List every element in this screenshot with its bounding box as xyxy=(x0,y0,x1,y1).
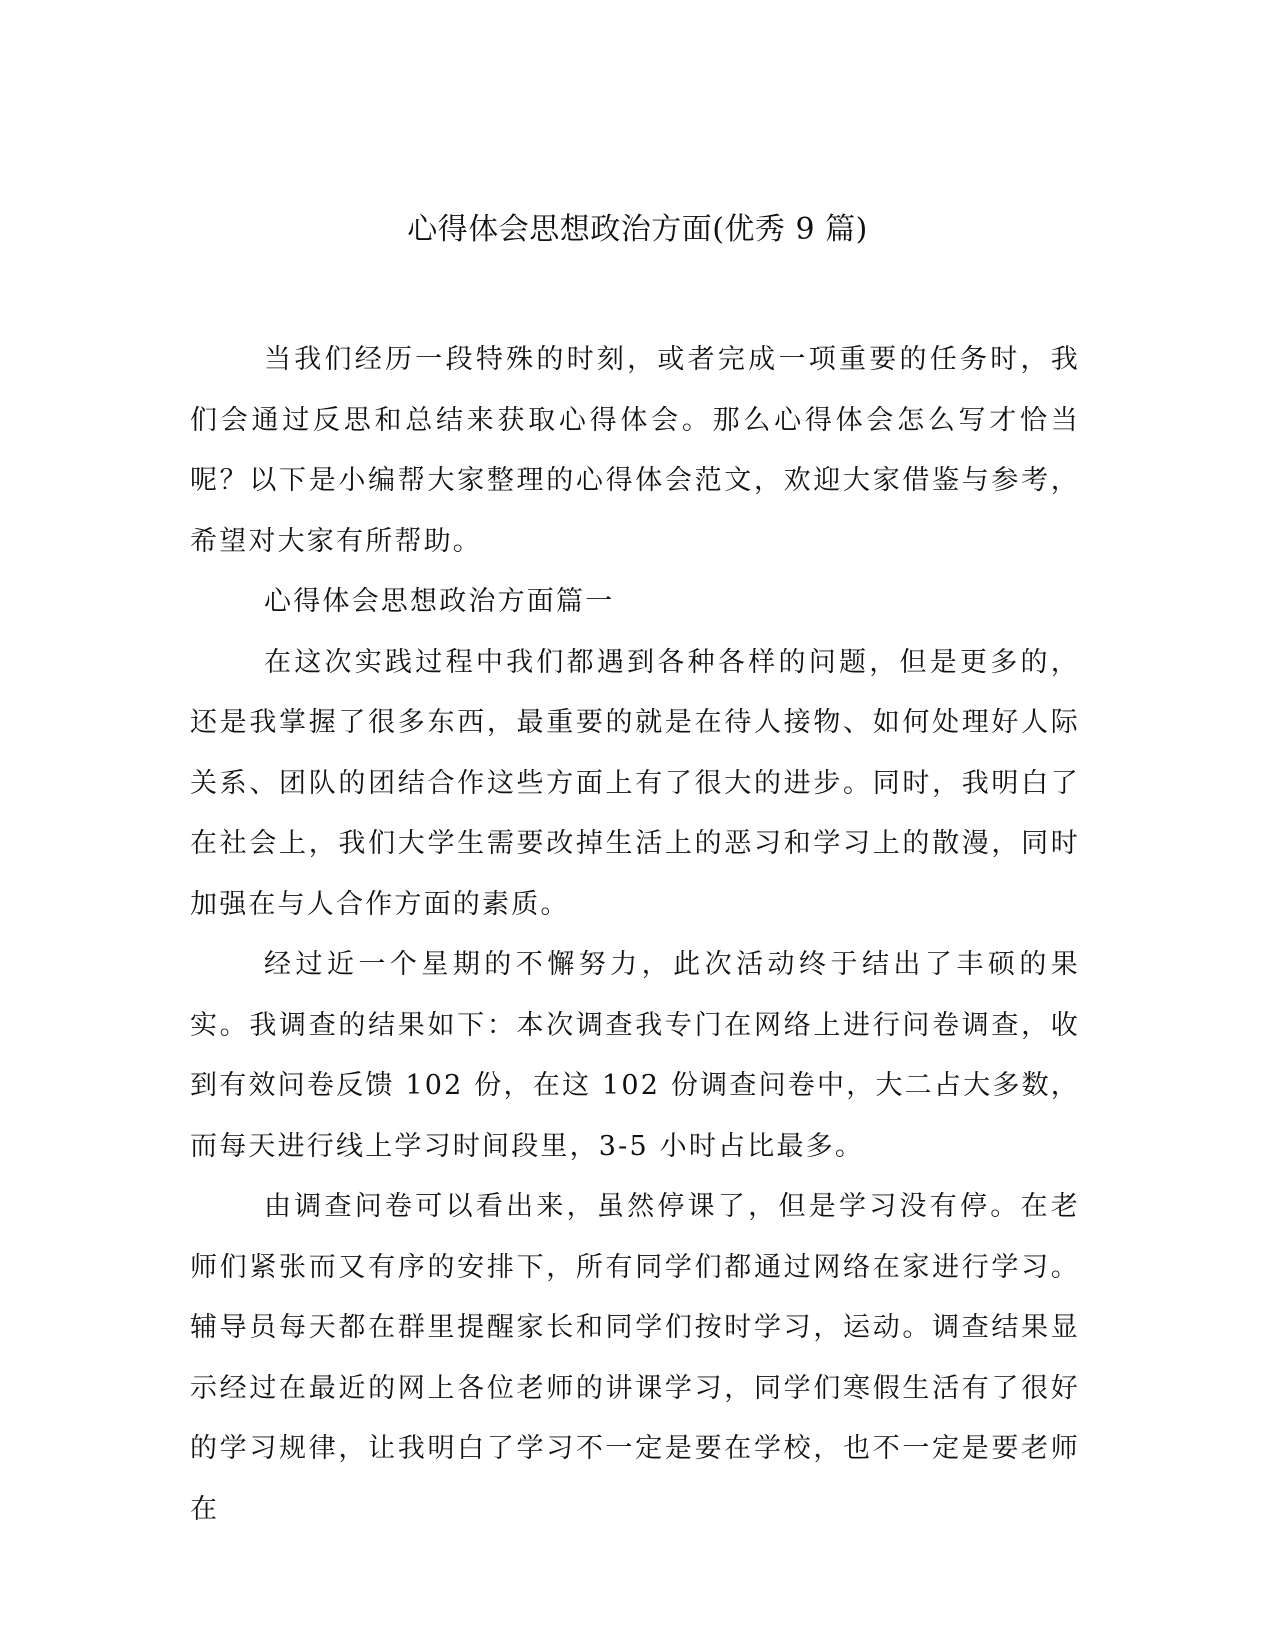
section-heading: 心得体会思想政治方面篇一 xyxy=(264,586,615,617)
intro-paragraph: 当我们经历一段特殊的时刻，或者完成一项重要的任务时，我们会通过反思和总结来获取心得体会。那么心得体会怎么写才恰当呢？以下是小编帮大家整理的心得体会范文，欢迎大家借鉴与参考，希望对大家有所帮助。 xyxy=(190,344,1080,557)
body-paragraph: 在这次实践过程中我们都遇到各种各样的问题，但是更多的，还是我掌握了很多东西，最重要的就是在待人接物、如何处理好人际关系、团队的团结合作这些方面上有了很大的进步。同时，我明白了在社会上，我们大学生需要改掉生活上的恶习和学习上的散漫，同时加强在与人合作方面的素质。 xyxy=(190,646,1080,920)
body-paragraph: 经过近一个星期的不懈努力，此次活动终于结出了丰硕的果实。我调查的结果如下：本次调查我专门在网络上进行问卷调查，收到有效问卷反馈 102 份，在这 102 份调查问卷中，大二占大多数，而每天进行线上学习时间段里，3-5 小时占比最多。 xyxy=(190,949,1080,1162)
document-body xyxy=(190,330,1080,1540)
document-title: 心得体会思想政治方面(优秀 9 篇) xyxy=(407,212,868,247)
body-paragraph: 由调查问卷可以看出来，虽然停课了，但是学习没有停。在老师们紧张而又有序的安排下，所有同学们都通过网络在家进行学习。辅导员每天都在群里提醒家长和同学们按时学习，运动。调查结果显示经过在最近的网上各位老师的讲课学习，同学们寒假生活有了很好的学习规律，让我明白了学习不一定是要在学校，也不一定是要老师在 xyxy=(190,1191,1080,1525)
